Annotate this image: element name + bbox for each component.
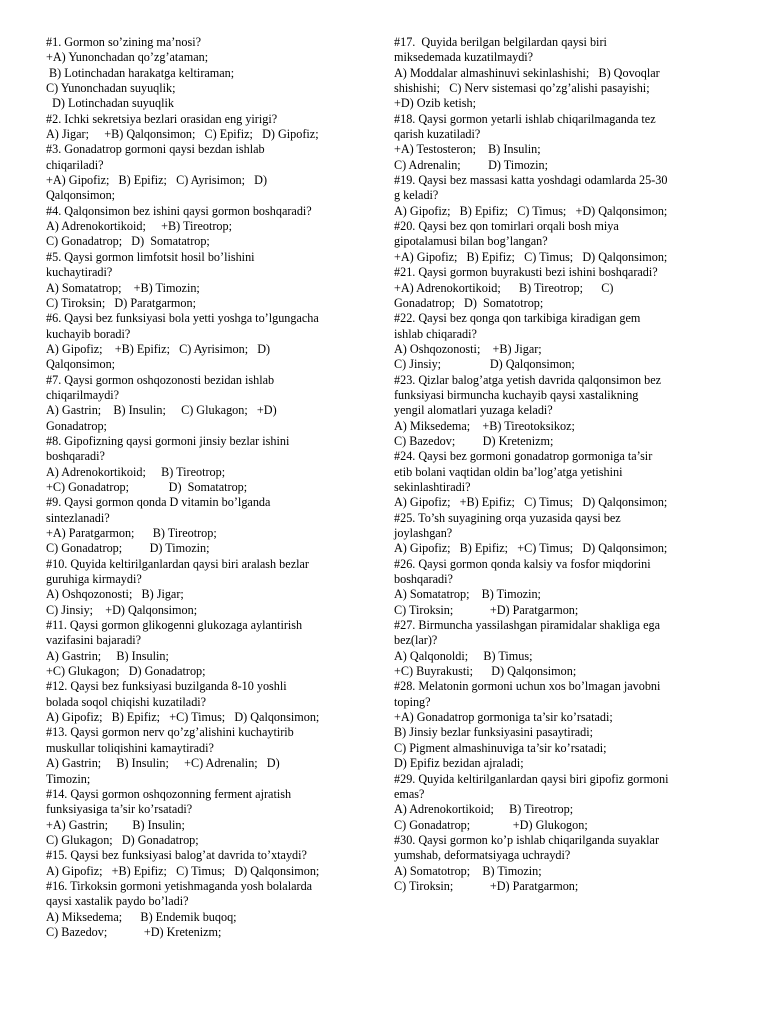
left-column-text-line: A) Gipofiz; +B) Epifiz; C) Ayrisimon; D) xyxy=(46,341,271,356)
right-column-text-line: #19. Qaysi bez massasi katta yoshdagi odamlarda 25-30 xyxy=(394,173,668,188)
right-column-text-line: C) Tiroksin; +D) Paratgarmon; xyxy=(394,602,579,617)
right-column-text-line: #30. Qaysi gormon ko’p ishlab chiqarilganda suyaklar xyxy=(394,832,660,847)
right-column-text-line: C) Bazedov; D) Kretenizm; xyxy=(394,433,554,448)
right-column-text-line: +D) Ozib ketish; xyxy=(394,96,477,111)
left-column-text-line: B) Lotinchadan harakatga keltiraman; xyxy=(46,65,235,80)
left-column-text-line: boshqaradi? xyxy=(46,449,105,464)
right-column-text-line: shishishi; C) Nerv sistemasi qo’zg’alishi pasayishi; xyxy=(394,81,650,96)
right-column-text-line: etib bolani vaqtidan oldin ba’log’atga yetishini xyxy=(394,464,623,479)
right-column-text-line: +A) Gipofiz; B) Epifiz; C) Timus; D) Qalqonsimon; xyxy=(394,249,668,264)
right-column-text-line: D) Epifiz bezidan ajraladi; xyxy=(394,756,524,771)
right-column-text-line: A) Gipofiz; +B) Epifiz; C) Timus; D) Qalqonsimon; xyxy=(394,495,668,510)
left-column-text-line: A) Somatatrop; +B) Timozin; xyxy=(46,280,200,295)
left-column-text-line: #2. Ichki sekretsiya bezlari orasidan eng yirigi? xyxy=(46,111,278,126)
right-column-text-line: +C) Buyrakusti; D) Qalqonsimon; xyxy=(394,664,577,679)
left-column-text-line: kuchayib boradi? xyxy=(46,326,131,341)
left-column xyxy=(46,35,376,940)
left-column-text-line: vazifasini bajaradi? xyxy=(46,633,142,648)
right-column-text-line: toping? xyxy=(394,694,431,709)
left-column-text-line: #11. Qaysi gormon glikogenni glukozaga aylantirish xyxy=(46,618,303,633)
right-column-text-line: #20. Qaysi bez qon tomirlari orqali bosh miya xyxy=(394,219,619,234)
left-column-text-line: #1. Gormon so’zining ma’nosi? xyxy=(46,35,202,49)
right-column-text-line: +A) Testosteron; B) Insulin; xyxy=(394,142,541,157)
left-column-text-line: +C) Gonadatrop; D) Somatatrop; xyxy=(46,479,248,494)
right-column-text-line: #29. Quyida keltirilganlardan qaysi biri gipofiz gormoni xyxy=(394,771,669,786)
left-column-text-line: A) Miksedema; B) Endemik buqoq; xyxy=(46,909,237,924)
left-column-text-line: #3. Gonadatrop gormoni qaysi bezdan ishlab xyxy=(46,142,265,157)
right-column-text-line: #17. Quyida berilgan belgilardan qaysi biri xyxy=(394,35,607,49)
left-column-text-line: +A) Gipofiz; B) Epifiz; C) Ayrisimon; D) xyxy=(46,173,268,188)
right-column-text-line: sekinlashtiradi? xyxy=(394,479,471,494)
left-column-text-line: A) Adrenokortikoid; +B) Tireotrop; xyxy=(46,219,232,234)
right-column-text-line: #24. Qaysi bez gormoni gonadatrop gormoniga ta’sir xyxy=(394,449,653,464)
left-column-text-line: +A) Yunonchadan qo’zg’ataman; xyxy=(46,50,209,65)
right-column-text-line: C) Adrenalin; D) Timozin; xyxy=(394,157,549,172)
left-column-text-line: A) Jigar; +B) Qalqonsimon; C) Epifiz; D) Gipofiz; xyxy=(46,127,319,142)
right-column-text-line: A) Somatatrop; B) Timozin; xyxy=(394,587,541,602)
right-column-text-line: #18. Qaysi gormon yetarli ishlab chiqarilmaganda tez xyxy=(394,111,656,126)
right-column-text-line: funksiyasi birmuncha kuchayib qaysi xastalikning xyxy=(394,387,639,402)
right-column-text-line: C) Jinsiy; D) Qalqonsimon; xyxy=(394,357,575,372)
left-column-text-line: A) Gipofiz; +B) Epifiz; C) Timus; D) Qalqonsimon; xyxy=(46,863,320,878)
right-column-text-line: C) Pigment almashinuviga ta’sir ko’rsatadi; xyxy=(394,740,607,755)
right-column-text-line: emas? xyxy=(394,786,425,801)
left-column-text-line: sintezlanadi? xyxy=(46,510,110,525)
left-column-text-line: Qalqonsimon; xyxy=(46,188,116,203)
left-column-text-line: kuchaytiradi? xyxy=(46,265,113,280)
left-column-text-line: C) Tiroksin; D) Paratgarmon; xyxy=(46,295,196,310)
right-column-text-line: #25. To’sh suyagining orqa yuzasida qaysi bez xyxy=(394,510,621,525)
right-column-text-line: #22. Qaysi bez qonga qon tarkibiga kiradigan gem xyxy=(394,311,641,326)
right-column-text-line: bez(lar)? xyxy=(394,633,438,648)
left-column-text-line: muskullar toliqishini kamaytiradi? xyxy=(46,740,214,755)
right-column-text-line: A) Moddalar almashinuvi sekinlashishi; B) Qovoqlar xyxy=(394,65,660,80)
left-column-text-line: C) Jinsiy; +D) Qalqonsimon; xyxy=(46,602,198,617)
right-column-text-line: Gonadatrop; D) Somatotrop; xyxy=(394,295,544,310)
right-column-text-line: qarish kuzatiladi? xyxy=(394,127,481,142)
left-column-text-line: C) Yunonchadan suyuqlik; xyxy=(46,81,176,96)
left-column-text-line: #15. Qaysi bez funksiyasi balog’at davrida to’xtaydi? xyxy=(46,848,307,863)
right-column-text-line: #21. Qaysi gormon buyrakusti bezi ishini boshqaradi? xyxy=(394,265,658,280)
right-column-text-line: B) Jinsiy bezlar funksiyasini pasaytiradi; xyxy=(394,725,594,740)
left-column-text-line: #5. Qaysi gormon limfotsit hosil bo’lishini xyxy=(46,249,255,264)
right-column-text-line: boshqaradi? xyxy=(394,572,453,587)
left-column-text-line: #6. Qaysi bez funksiyasi bola yetti yoshga to’lgungacha xyxy=(46,311,319,326)
left-column-text-line: chiqarilmaydi? xyxy=(46,387,120,402)
right-column-text-line: +A) Gonadatrop gormoniga ta’sir ko’rsatadi; xyxy=(394,710,613,725)
left-column-text-line: #4. Qalqonsimon bez ishini qaysi gormon boshqaradi? xyxy=(46,203,312,218)
right-column-text-line: C) Tiroksin; +D) Paratgarmon; xyxy=(394,878,579,893)
left-column-text-line: C) Bazedov; +D) Kretenizm; xyxy=(46,924,222,939)
left-column-text-line: #16. Tirkoksin gormoni yetishmaganda yosh bolalarda xyxy=(46,878,313,893)
right-column-text-line: A) Gipofiz; B) Epifiz; +C) Timus; D) Qalqonsimon; xyxy=(394,541,668,556)
right-column xyxy=(394,35,724,894)
left-column-text-line: +A) Gastrin; B) Insulin; xyxy=(46,817,185,832)
left-column-text-line: C) Glukagon; D) Gonadatrop; xyxy=(46,832,199,847)
left-column-text-line: funksiyasiga ta’sir ko’rsatadi? xyxy=(46,802,193,817)
right-column-text-line: gipotalamusi bilan bog’langan? xyxy=(394,234,548,249)
right-column-text-line: A) Adrenokortikoid; B) Tireotrop; xyxy=(394,802,574,817)
right-column-text-line: ishlab chiqaradi? xyxy=(394,326,477,341)
left-column-text-line: #10. Quyida keltirilganlardan qaysi biri aralash bezlar xyxy=(46,556,309,571)
left-column-text-line: Qalqonsimon; xyxy=(46,357,116,372)
right-column-text-line: +A) Adrenokortikoid; B) Tireotrop; C) xyxy=(394,280,614,295)
right-column-text-line: A) Miksedema; +B) Tireotoksikoz; xyxy=(394,418,575,433)
right-column-text-line: g keladi? xyxy=(394,188,439,203)
left-column-text-line: #14. Qaysi gormon oshqozonning ferment ajratish xyxy=(46,786,292,801)
left-column-text-line: A) Adrenokortikoid; B) Tireotrop; xyxy=(46,464,226,479)
left-column-text-line: #7. Qaysi gormon oshqozonosti bezidan ishlab xyxy=(46,372,275,387)
left-column-text-line: +C) Glukagon; D) Gonadatrop; xyxy=(46,664,206,679)
left-column-text-line: guruhiga kirmaydi? xyxy=(46,572,142,587)
left-column-text-line: #9. Qaysi gormon qonda D vitamin bo’lganda xyxy=(46,495,271,510)
right-column-text-line: #27. Birmuncha yassilashgan piramidalar shakliga ega xyxy=(394,618,661,633)
right-column-text-line: #23. Qizlar balog’atga yetish davrida qalqonsimon bez xyxy=(394,372,662,387)
left-column-text-line: A) Gipofiz; B) Epifiz; +C) Timus; D) Qalqonsimon; xyxy=(46,710,320,725)
left-column-text-line: A) Oshqozonosti; B) Jigar; xyxy=(46,587,184,602)
left-column-text-line: qaysi xastalik paydo bo’ladi? xyxy=(46,894,189,909)
left-column-text-line: #8. Gipofizning qaysi gormoni jinsiy bezlar ishini xyxy=(46,433,290,448)
left-column-text-line: D) Lotinchadan suyuqlik xyxy=(46,96,174,111)
right-column-text-line: A) Gipofiz; B) Epifiz; C) Timus; +D) Qalqonsimon; xyxy=(394,203,668,218)
left-column-text-line: +A) Paratgarmon; B) Tireotrop; xyxy=(46,526,217,540)
left-column-text-line: chiqariladi? xyxy=(46,157,104,172)
left-column-text-line: A) Gastrin; B) Insulin; +C) Adrenalin; D) xyxy=(46,756,280,771)
right-column-text-line: #28. Melatonin gormoni uchun xos bo’lmagan javobni xyxy=(394,679,661,694)
right-column-text-line: joylashgan? xyxy=(394,526,453,540)
left-column-text-line: C) Gonadatrop; D) Timozin; xyxy=(46,541,210,556)
right-column-text-line: A) Oshqozonosti; +B) Jigar; xyxy=(394,341,542,356)
right-column-text-line: yengil alomatlari yuzaga keladi? xyxy=(394,403,553,418)
left-column-text-line: Gonadatrop; xyxy=(46,418,107,433)
right-column-text-line: miksedemada kuzatilmaydi? xyxy=(394,50,534,65)
right-column-text-line: #26. Qaysi gormon qonda kalsiy va fosfor miqdorini xyxy=(394,556,651,571)
left-column-text-line: #13. Qaysi gormon nerv qo’zg’alishini kuchaytirib xyxy=(46,725,294,740)
right-column-text-line: A) Qalqonoldi; B) Timus; xyxy=(394,648,533,663)
left-column-text-line: #12. Qaysi bez funksiyasi buzilganda 8-10 yoshli xyxy=(46,679,287,694)
left-column-text-line: Timozin; xyxy=(46,771,91,786)
right-column-text-line: C) Gonadatrop; +D) Glukogon; xyxy=(394,817,588,832)
right-column-text-line: A) Somatotrop; B) Timozin; xyxy=(394,863,542,878)
left-column-text-line: C) Gonadatrop; D) Somatatrop; xyxy=(46,234,210,249)
left-column-text-line: A) Gastrin; B) Insulin; xyxy=(46,648,169,663)
left-column-text-line: A) Gastrin; B) Insulin; C) Glukagon; +D) xyxy=(46,403,277,418)
right-column-text-line: yumshab, deformatsiyaga uchraydi? xyxy=(394,848,571,863)
left-column-text-line: bolada soqol chiqishi kuzatiladi? xyxy=(46,694,207,709)
